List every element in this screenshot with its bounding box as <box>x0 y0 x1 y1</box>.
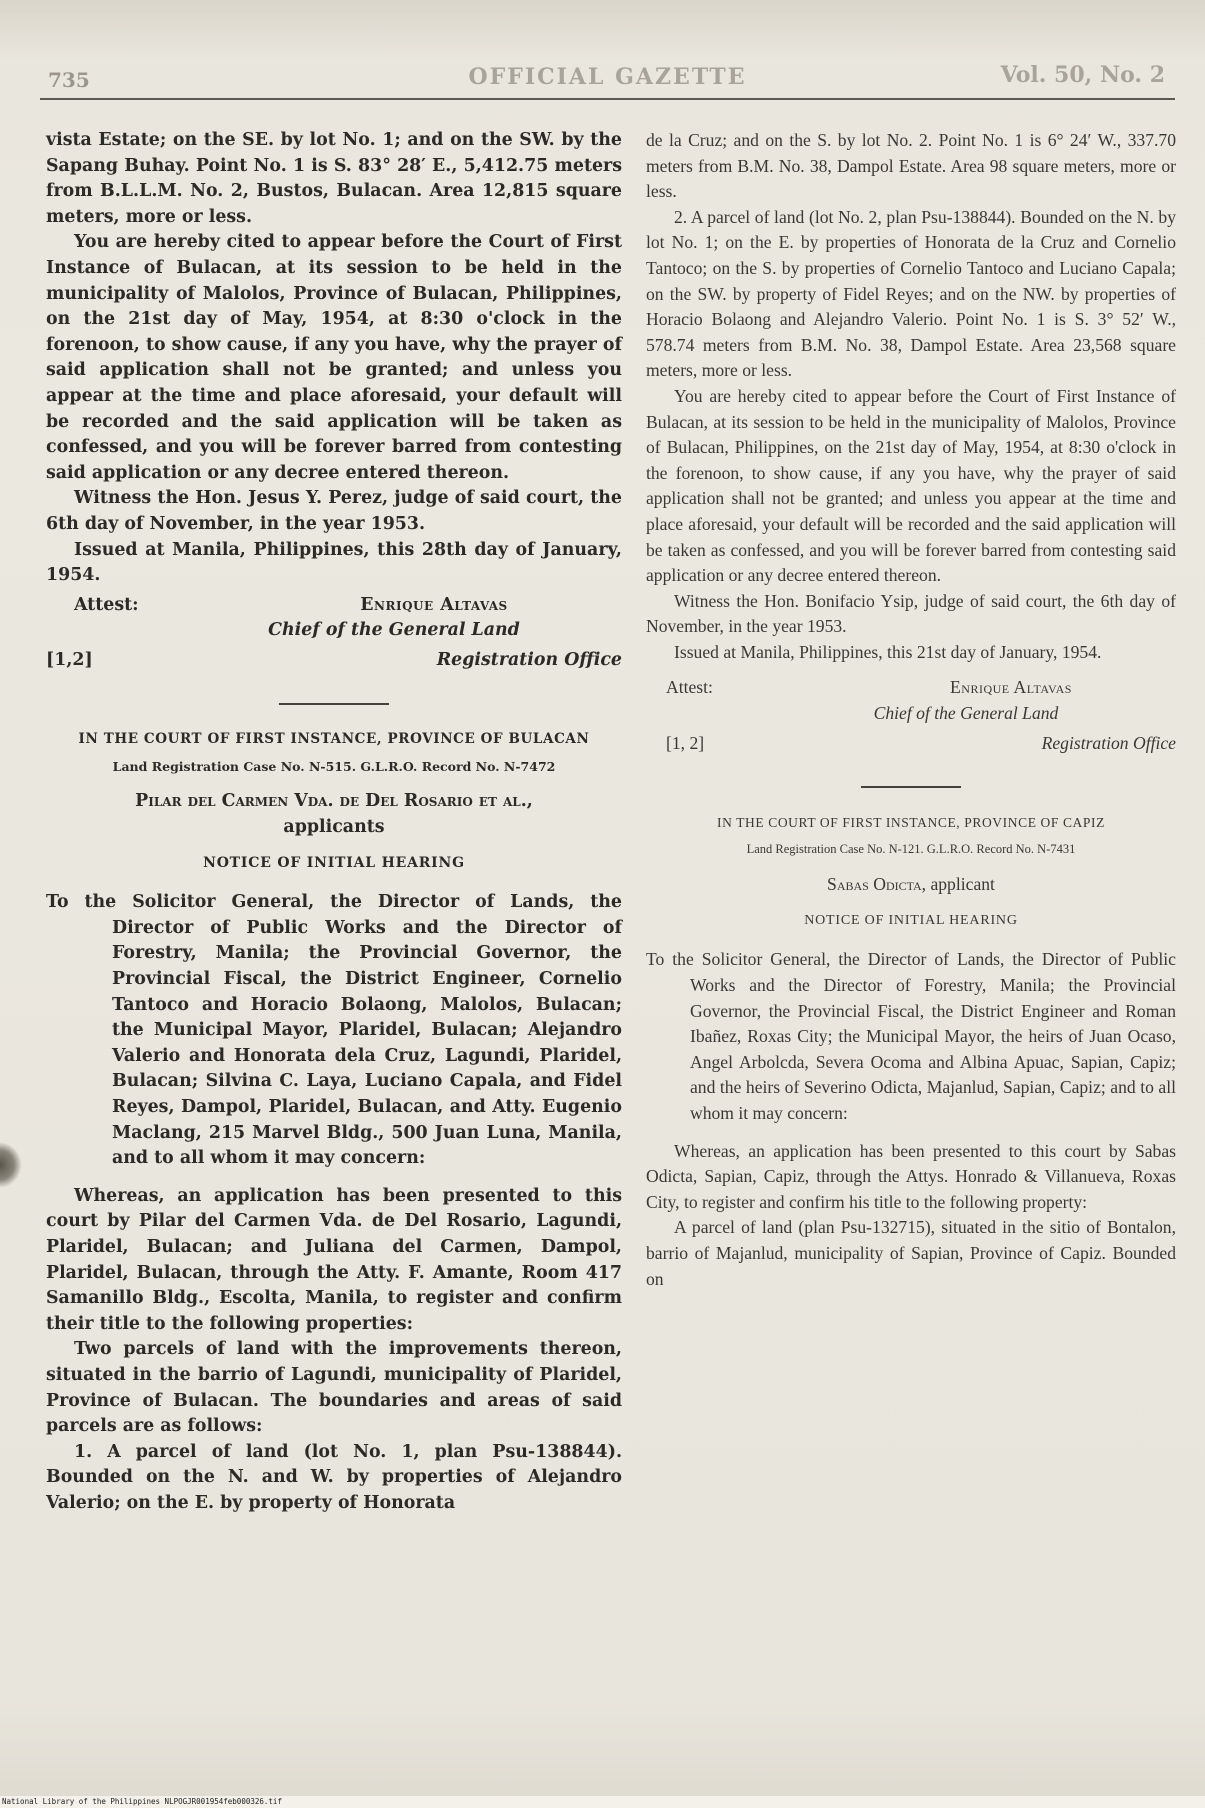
left-column <box>46 128 622 1517</box>
paragraph: Issued at Manila, Philippines, this 21st day of January, 1954. <box>674 641 1102 662</box>
case-number: Land Registration Case No. N-515. G.L.R.O. Record No. N-7472 <box>112 759 556 775</box>
page-number: 735 <box>48 68 90 92</box>
party-name: Sabas Odicta, <box>827 874 927 895</box>
signer-office: Registration Office <box>1041 732 1176 753</box>
court-heading: IN THE COURT OF FIRST INSTANCE, PROVINCE OF BULACAN <box>78 731 590 748</box>
paragraph: Witness the Hon. Bonifacio Ysip, judge of said court, the 6th day of November, in the year 1953. <box>646 590 1176 637</box>
page-header <box>40 58 1175 100</box>
volume-label: Vol. 50, No. 2 <box>1000 62 1165 88</box>
divider <box>861 786 961 788</box>
paragraph: Issued at Manila, Philippines, this 28th day of January, 1954. <box>46 539 622 586</box>
scan-footer: National Library of the Philippines NLPOGJR001954feb000326.tif <box>0 1796 1205 1808</box>
divider <box>279 703 389 705</box>
party-line <box>46 789 622 840</box>
publication-title: OFFICIAL GAZETTE <box>468 64 747 90</box>
signer-office: Registration Office <box>436 649 622 670</box>
attest-label: Attest: <box>74 594 139 615</box>
attest-label: Attest: <box>666 677 713 698</box>
paragraph: 2. A parcel of land (lot No. 2, plan Psu-138844). Bounded on the N. by lot No. 1; on the E. by properties of Honorata de la Cruz and Cornelio Tantoco; on the S. by properties of Cornelio Tantoco and Luciano Capala; on the SW. by property of Fidel Reyes; and on the NW. by properties of Horacio Bolaong and Alejandro Valerio. Point No. 1 is S. 3° 52′ W., 578.74 meters from B.M. No. 38, Dampol Estate. Area 23,568 square meters, more or less. <box>646 206 1176 381</box>
party-role: applicants <box>283 817 385 838</box>
party-line <box>646 872 1176 898</box>
paragraph: 1. A parcel of land (lot No. 1, plan Psu-138844). Bounded on the N. and W. by properties of Alejandro Valerio; on the E. by property of Honorata <box>46 1441 622 1513</box>
paragraph: Witness the Hon. Jesus Y. Perez, judge of said court, the 6th day of November, in the year 1953. <box>46 488 622 534</box>
signer-name: Enrique Altavas <box>950 677 1072 698</box>
paragraph: de la Cruz; and on the S. by lot No. 2. Point No. 1 is 6° 24′ W., 337.70 meters from B.M. No. 38, Dampol Estate. Area 98 square meters, more or less. <box>646 130 1176 202</box>
paragraph: A parcel of land (plan Psu-132715), situated in the sitio of Bontalon, barrio of Majanlud, municipality of Sapian, Province of Capiz. Bounded on <box>646 1217 1176 1289</box>
paragraph: vista Estate; on the SE. by lot No. 1; and on the SW. by the Sapang Buhay. Point No. 1 is S. 83° 28′ E., 5,412.75 meters from B.L.L.M. No. 2, Bustos, Bulacan. Area 12,815 square meters, more or less. <box>46 130 622 227</box>
paragraph: You are hereby cited to appear before the Court of First Instance of Bulacan, at its session to be held in the municipality of Malolos, Province of Bulacan, Philippines, on the 21st day of May, 1954, at 8:30 o'clock in the forenoon, to show cause, if any you have, why the prayer of said application shall not be granted; and unless you appear at the time and place aforesaid, your default will be recorded and the said application will be taken as confessed, and you will be forever barred from contesting said application or any decree entered thereon. <box>46 232 622 483</box>
paragraph: Whereas, an application has been presented to this court by Sabas Odicta, Sapian, Capiz, through the Attys. Honrado & Villanueva, Roxas City, to register and confirm his title to the following property: <box>646 1140 1176 1212</box>
paragraph: Whereas, an application has been presented to this court by Pilar del Carmen Vda. de Del Rosario, Lagundi, Plaridel, Bulacan; and Juliana del Carmen, Dampol, Plaridel, Bulacan, through the Atty. F. Amante, Room 417 Samanillo Bldg., Escolta, Manila, to register and confirm their title to the following properties: <box>46 1185 622 1334</box>
reference-tag: [1,2] <box>46 649 93 670</box>
paragraph: Two parcels of land with the improvements thereon, situated in the barrio of Lagundi, municipality of Plaridel, Province of Bulacan. The boundaries and areas of said parcels are as follows: <box>46 1339 622 1437</box>
addressees: To the Solicitor General, the Director of Lands, the Director of Public Works and the Director of Forestry, Manila; the Provincial Governor, the Provincial Fiscal, the District Engineer and Roman Ibañez, Roxas City; the Municipal Mayor, the heirs of Juan Ocaso, Angel Arbolcda, Severa Ocoma and Albina Apuac, Sapian, Capiz; and the heirs of Severino Odicta, Majanlud, Sapian, Capiz; and to all whom it may concern: <box>646 949 1176 1123</box>
signer-title: Chief of the General Land <box>873 703 1059 724</box>
notice-heading: NOTICE OF INITIAL HEARING <box>203 854 465 871</box>
party-name: Pilar del Carmen Vda. de Del Rosario et al., <box>135 791 533 812</box>
attestation-block <box>46 593 622 619</box>
reference-tag: [1, 2] <box>666 732 705 753</box>
signer-title: Chief of the General Land <box>268 620 520 641</box>
signer-name: Enrique Altavas <box>360 594 508 615</box>
case-number: Land Registration Case No. N-121. G.L.R.O. Record No. N-7431 <box>746 842 1076 857</box>
paragraph: You are hereby cited to appear before the Court of First Instance of Bulacan, at its session to be held in the municipality of Malolos, Province of Bulacan, Philippines, on the 21st day of May, 1954, at 8:30 o'clock in the forenoon, to show cause, if any you have, why the prayer of said application shall not be granted; and unless you appear at the time and place aforesaid, your default will be recorded and the said application will be taken as confessed, and you will be forever barred from contesting said application or any decree entered thereon. <box>646 385 1176 586</box>
binding-mark <box>0 1142 22 1188</box>
right-column <box>646 128 1176 1292</box>
attestation-block <box>646 675 1176 701</box>
court-heading: IN THE COURT OF FIRST INSTANCE, PROVINCE OF CAPIZ <box>717 815 1105 831</box>
addressees: To the Solicitor General, the Director of Lands, the Director of Public Works and the Director of Forestry, Manila; the Provincial Governor, the Provincial Fiscal, the District Engineer, Cornelio Tantoco and Horacio Bolaong, Malolos, Bulacan; the Municipal Mayor, Plaridel, Bulacan; Alejandro Valerio and Honorata dela Cruz, Lagundi, Plaridel, Bulacan; Silvina C. Laya, Luciano Capala, and Fidel Reyes, Dampol, Plaridel, Bulacan, and Atty. Eugenio Maclang, 215 Marvel Bldg., 500 Juan Luna, Manila, and to all whom it may concern: <box>46 892 622 1169</box>
party-role: applicant <box>930 874 995 895</box>
notice-heading: NOTICE OF INITIAL HEARING <box>804 912 1018 928</box>
